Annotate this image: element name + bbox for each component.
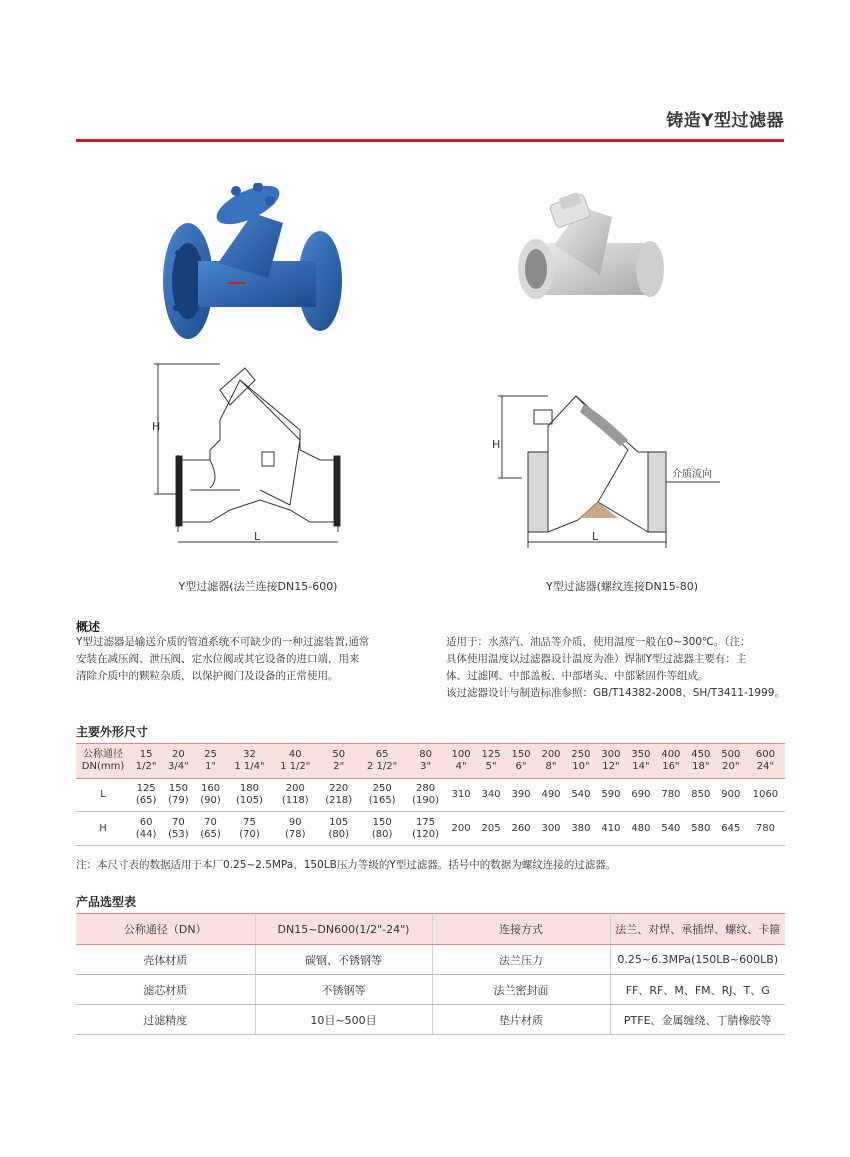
selection-value-cell: 法兰、对焊、承插焊、螺纹、卡箍 xyxy=(610,914,785,945)
overview-right-line: 适用于：水蒸汽、油品等介质，使用温度一般在0~300℃。（注： xyxy=(446,636,751,648)
dimension-value: 850 xyxy=(686,779,716,812)
selection-value-cell: 0.25~6.3MPa(150LB~600LB) xyxy=(610,945,785,975)
selection-row xyxy=(76,975,785,1005)
dn-column-header: 150 6" xyxy=(506,744,536,779)
dimension-value: 75 (70) xyxy=(227,812,273,846)
overview-right-line: 具体使用温度以过滤器设计温度为准）焊制Y型过滤器主要有：主 xyxy=(446,653,747,665)
dimension-value: 150 (79) xyxy=(162,779,194,812)
dimension-value: 220 (218) xyxy=(318,779,359,812)
dn-column-header: 300 12" xyxy=(596,744,626,779)
selection-label-cell: 壳体材质 xyxy=(76,945,255,975)
dimension-value: 125 (65) xyxy=(130,779,162,812)
selection-value-cell: FF、RF、M、FM、RJ、T、G xyxy=(610,975,785,1005)
dimension-value: 205 xyxy=(476,812,506,846)
dn-column-header: 20 3/4" xyxy=(162,744,194,779)
dimension-value: 160 (90) xyxy=(195,779,227,812)
selection-value-cell: 10目~500目 xyxy=(255,1005,432,1035)
flanged-strainer-photo xyxy=(158,183,348,343)
dimension-value: 250 (165) xyxy=(359,779,405,812)
right-caption: Y型过滤器(螺纹连接DN15-80) xyxy=(546,580,698,593)
dn-column-header: 250 10" xyxy=(566,744,596,779)
dn-column-header: 100 4" xyxy=(446,744,476,779)
dimension-value: 70 (65) xyxy=(195,812,227,846)
dimension-value: 540 xyxy=(566,779,596,812)
overview-right-line: 体、过滤网、中部盖板、中部堵头、中部紧固件等组成。 xyxy=(446,670,709,682)
dimension-value: 200 xyxy=(446,812,476,846)
selection-label-cell: 过滤精度 xyxy=(76,1005,255,1035)
dimension-row-label: L xyxy=(76,779,130,812)
selection-label-cell: 连接方式 xyxy=(432,914,610,945)
dimension-value: 280 (190) xyxy=(405,779,446,812)
overview-right-line: 该过滤器设计与制造标准参照：GB/T14382-2008、SH/T3411-1999。 xyxy=(446,687,785,699)
overview-left-line: 清除介质中的颗粒杂质，以保护阀门及设备的正常使用。 xyxy=(76,670,339,682)
dimension-row-h xyxy=(76,812,785,846)
dimension-value: 70 (53) xyxy=(162,812,194,846)
dimension-value: 60 (44) xyxy=(130,812,162,846)
dimensions-table xyxy=(76,743,785,846)
dn-column-header: 15 1/2" xyxy=(130,744,162,779)
dimension-value: 390 xyxy=(506,779,536,812)
selection-label-cell: 垫片材质 xyxy=(432,1005,610,1035)
selection-value-cell: PTFE、金属缠绕、丁腈橡胶等 xyxy=(610,1005,785,1035)
dimension-row-l xyxy=(76,779,785,812)
dimension-value: 480 xyxy=(626,812,656,846)
dn-column-header: 400 16" xyxy=(656,744,686,779)
dim-h-right: H xyxy=(492,438,501,451)
dn-column-header: 80 3" xyxy=(405,744,446,779)
overview-left-line: 安装在减压阀、泄压阀、定水位阀或其它设备的进口端，用来 xyxy=(76,653,360,665)
dn-column-header: 350 14" xyxy=(626,744,656,779)
dimension-value: 380 xyxy=(566,812,596,846)
dimension-value: 540 xyxy=(656,812,686,846)
overview-right-text xyxy=(446,634,786,702)
dimension-value: 410 xyxy=(596,812,626,846)
selection-row xyxy=(76,914,785,945)
dimensions-title: 主要外形尺寸 xyxy=(76,725,149,739)
dn-column-header: 40 1 1/2" xyxy=(272,744,318,779)
dimension-value: 200 (118) xyxy=(272,779,318,812)
selection-table xyxy=(76,913,785,1035)
dimension-value: 105 (80) xyxy=(318,812,359,846)
dn-column-header: 500 20" xyxy=(716,744,746,779)
dimension-value: 310 xyxy=(446,779,476,812)
dn-column-header: 125 5" xyxy=(476,744,506,779)
left-caption: Y型过滤器(法兰连接DN15-600) xyxy=(178,580,338,593)
selection-label-cell: 公称通径（DN） xyxy=(76,914,255,945)
dn-column-header: 65 2 1/2" xyxy=(359,744,405,779)
overview-left-line: Y型过滤器是输送介质的管道系统不可缺少的一种过滤装置,通常 xyxy=(76,636,370,648)
dimension-value: 590 xyxy=(596,779,626,812)
selection-row xyxy=(76,945,785,975)
title-rule xyxy=(76,139,784,142)
overview-left-text xyxy=(76,634,416,685)
dim-l-right: L xyxy=(592,530,599,543)
dimension-value: 1060 xyxy=(746,779,785,812)
threaded-strainer-drawing xyxy=(488,390,728,550)
dimension-value: 175 (120) xyxy=(405,812,446,846)
dimension-value: 645 xyxy=(716,812,746,846)
threaded-strainer-photo xyxy=(512,193,672,323)
dimension-value: 900 xyxy=(716,779,746,812)
dimension-value: 340 xyxy=(476,779,506,812)
dimension-value: 780 xyxy=(656,779,686,812)
dimension-value: 260 xyxy=(506,812,536,846)
selection-value-cell: 碳钢、不锈钢等 xyxy=(255,945,432,975)
page-title: 铸造Y型过滤器 xyxy=(666,111,784,131)
selection-label-cell: 滤芯材质 xyxy=(76,975,255,1005)
dimension-value: 90 (78) xyxy=(272,812,318,846)
selection-title: 产品选型表 xyxy=(76,895,137,909)
flanged-strainer-drawing xyxy=(150,360,350,560)
dimension-row-label: H xyxy=(76,812,130,846)
flow-direction-label: 介质流向 xyxy=(672,469,712,480)
dimension-value: 580 xyxy=(686,812,716,846)
selection-value-cell: 不锈钢等 xyxy=(255,975,432,1005)
dimension-value: 150 (80) xyxy=(359,812,405,846)
dimension-value: 780 xyxy=(746,812,785,846)
dimensions-header-row xyxy=(76,744,785,779)
dn-column-header: 450 18" xyxy=(686,744,716,779)
dimension-value: 180 (105) xyxy=(227,779,273,812)
dimension-value: 300 xyxy=(536,812,566,846)
selection-label-cell: 法兰压力 xyxy=(432,945,610,975)
dn-column-header: 32 1 1/4" xyxy=(227,744,273,779)
selection-value-cell: DN15~DN600(1/2"-24") xyxy=(255,914,432,945)
dimensions-note: 注：本尺寸表的数据适用于本厂0.25~2.5MPa、150LB压力等级的Y型过滤器。括号中的数据为螺纹连接的过滤器。 xyxy=(76,859,617,871)
dim-l-left: L xyxy=(254,530,261,543)
dim-h-left: H xyxy=(152,420,161,433)
dn-column-header: 600 24" xyxy=(746,744,785,779)
selection-row xyxy=(76,1005,785,1035)
dn-column-header: 200 8" xyxy=(536,744,566,779)
dimension-value: 690 xyxy=(626,779,656,812)
selection-label-cell: 法兰密封面 xyxy=(432,975,610,1005)
dn-column-header: 50 2" xyxy=(318,744,359,779)
overview-title: 概述 xyxy=(76,620,101,634)
dimensions-header-label: 公称通径 DN(mm) xyxy=(76,744,130,779)
dn-column-header: 25 1" xyxy=(195,744,227,779)
dimension-value: 490 xyxy=(536,779,566,812)
